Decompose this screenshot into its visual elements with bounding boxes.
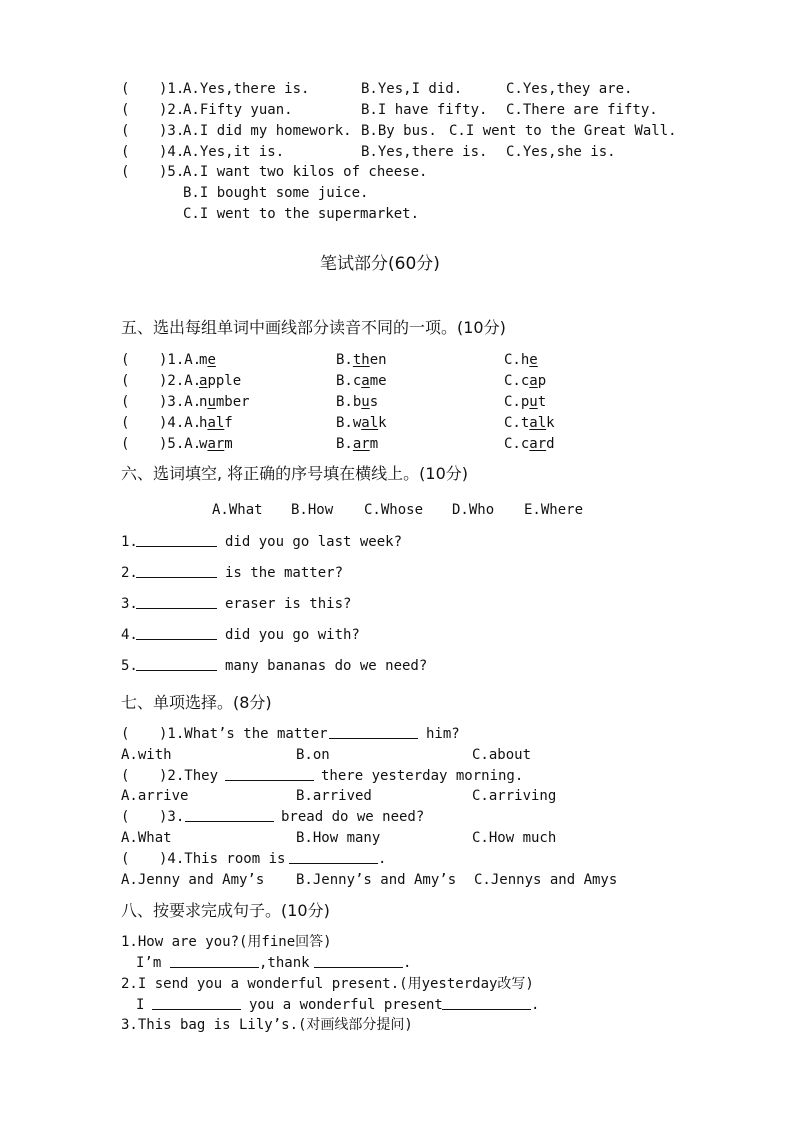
question-stem-end: him?: [426, 726, 460, 742]
option-b: B.Jenny’s and Amy’s: [296, 872, 457, 888]
question-number: )1.: [159, 81, 185, 97]
option-c: C.There are fifty.: [506, 102, 658, 118]
question-stem: )2.They: [159, 768, 219, 784]
question-stem: )3.: [159, 809, 185, 825]
option-b: B.By bus.: [361, 123, 437, 139]
section-8-heading: 八、按要求完成句子。(10分): [121, 901, 330, 920]
answer-paren[interactable]: (: [121, 123, 130, 139]
answer-blank[interactable]: [442, 996, 531, 1015]
answer-suffix: .: [531, 997, 540, 1013]
option-c: C.I went to the Great Wall.: [449, 123, 677, 139]
option-b: B.walk: [336, 415, 387, 431]
option-a: half: [199, 415, 233, 431]
answer-blank[interactable]: [136, 626, 217, 645]
answer-paren[interactable]: (: [121, 102, 130, 118]
stem-blank: [225, 767, 314, 786]
answer-prefix: I’m: [136, 955, 162, 971]
option-c: C.How much: [472, 830, 557, 846]
option-a: me: [199, 352, 216, 368]
option-a: A.I did my homework.: [183, 123, 352, 139]
rewrite-question: 1.How are you?(用fine回答): [121, 934, 332, 950]
option-b: B.Yes,there is.: [361, 144, 488, 160]
option-b: B.on: [296, 747, 330, 763]
rewrite-question: 2.I send you a wonderful present.(用yesterday改写): [121, 976, 534, 992]
answer-paren[interactable]: (: [121, 768, 130, 784]
option-c: C.about: [472, 747, 532, 763]
option-a: A.I want two kilos of cheese.: [183, 164, 428, 180]
question-number: )2.A.: [159, 373, 202, 389]
question-stem: )1.What’s the matter: [159, 726, 328, 742]
answer-paren[interactable]: (: [121, 144, 130, 160]
answer-blank[interactable]: [136, 564, 217, 583]
written-part-title: 笔试部分(60分): [320, 254, 440, 274]
answer-paren[interactable]: (: [121, 436, 130, 452]
question-number: )4.: [159, 144, 185, 160]
answer-blank[interactable]: [136, 595, 217, 614]
option-b: B.bus: [336, 394, 379, 410]
option-a: A.Yes,there is.: [183, 81, 310, 97]
answer-blank[interactable]: [170, 954, 259, 973]
option-c: C.he: [504, 352, 538, 368]
section-7-heading: 七、单项选择。(8分): [121, 693, 272, 712]
answer-paren[interactable]: (: [121, 81, 130, 97]
option-b: B.I have fifty.: [361, 102, 488, 118]
option-c: C.Yes,they are.: [506, 81, 633, 97]
option-a: A.with: [121, 747, 172, 763]
answer-middle: you a wonderful present: [249, 997, 443, 1013]
answer-paren[interactable]: (: [121, 373, 130, 389]
answer-paren[interactable]: (: [121, 726, 130, 742]
option-a: A.Fifty yuan.: [183, 102, 293, 118]
option-b: B.then: [336, 352, 387, 368]
question-number: )5.: [159, 164, 185, 180]
option-c: C.put: [504, 394, 547, 410]
answer-blank[interactable]: [314, 954, 403, 973]
question-number: )4.A.: [159, 415, 202, 431]
answer-blank[interactable]: [136, 657, 217, 676]
option-c: C.Yes,she is.: [506, 144, 616, 160]
option-c: C.I went to the supermarket.: [183, 206, 420, 222]
option-a: warm: [199, 436, 233, 452]
option-a: A.arrive: [121, 788, 189, 804]
option-c: C.arriving: [472, 788, 557, 804]
option-a: A.Yes,it is.: [183, 144, 285, 160]
stem-blank: [289, 850, 378, 869]
option-c: C.talk: [504, 415, 555, 431]
question-number: 5.: [121, 658, 138, 674]
word-option: B.How: [291, 502, 334, 518]
question-number: 4.: [121, 627, 138, 643]
word-option: E.Where: [524, 502, 584, 518]
stem-blank: [329, 725, 418, 744]
answer-paren[interactable]: (: [121, 164, 130, 180]
answer-paren[interactable]: (: [121, 394, 130, 410]
answer-paren[interactable]: (: [121, 415, 130, 431]
question-text: is the matter?: [225, 565, 344, 581]
question-number: 2.: [121, 565, 138, 581]
option-b: B.arrived: [296, 788, 372, 804]
question-number: 3.: [121, 596, 138, 612]
word-option: D.Who: [452, 502, 495, 518]
question-text: eraser is this?: [225, 596, 352, 612]
option-b: B.came: [336, 373, 387, 389]
option-b: B.How many: [296, 830, 381, 846]
question-number: )5.A.: [159, 436, 202, 452]
option-a: apple: [199, 373, 242, 389]
answer-blank[interactable]: [152, 996, 241, 1015]
answer-paren[interactable]: (: [121, 809, 130, 825]
section-5-heading: 五、选出每组单词中画线部分读音不同的一项。(10分): [121, 318, 506, 337]
option-c: C.Jennys and Amys: [474, 872, 618, 888]
option-b: B.Yes,I did.: [361, 81, 463, 97]
option-b: B.I bought some juice.: [183, 185, 369, 201]
answer-middle: ,thank: [259, 955, 310, 971]
question-stem-end: .: [378, 851, 387, 867]
rewrite-question: 3.This bag is Lily’s.(对画线部分提问): [121, 1017, 413, 1033]
option-b: B.arm: [336, 436, 379, 452]
answer-paren[interactable]: (: [121, 851, 130, 867]
question-number: )1.A.: [159, 352, 202, 368]
word-option: C.Whose: [364, 502, 424, 518]
stem-blank: [185, 808, 274, 827]
option-a: number: [199, 394, 250, 410]
question-stem-end: there yesterday morning.: [321, 768, 524, 784]
answer-blank[interactable]: [136, 533, 217, 552]
question-text: did you go with?: [225, 627, 360, 643]
section-6-heading: 六、选词填空, 将正确的序号填在横线上。(10分): [121, 464, 469, 483]
option-c: C.card: [504, 436, 555, 452]
question-text: did you go last week?: [225, 534, 403, 550]
answer-suffix: .: [403, 955, 412, 971]
option-a: A.What: [121, 830, 172, 846]
question-number: )3.A.: [159, 394, 202, 410]
word-option: A.What: [212, 502, 263, 518]
option-c: C.cap: [504, 373, 547, 389]
answer-prefix: I: [136, 997, 145, 1013]
option-a: A.Jenny and Amy’s: [121, 872, 265, 888]
answer-paren[interactable]: (: [121, 352, 130, 368]
question-number: 1.: [121, 534, 138, 550]
question-number: )2.: [159, 102, 185, 118]
question-stem: )4.This room is: [159, 851, 286, 867]
question-stem-end: bread do we need?: [281, 809, 425, 825]
question-text: many bananas do we need?: [225, 658, 428, 674]
question-number: )3.: [159, 123, 185, 139]
